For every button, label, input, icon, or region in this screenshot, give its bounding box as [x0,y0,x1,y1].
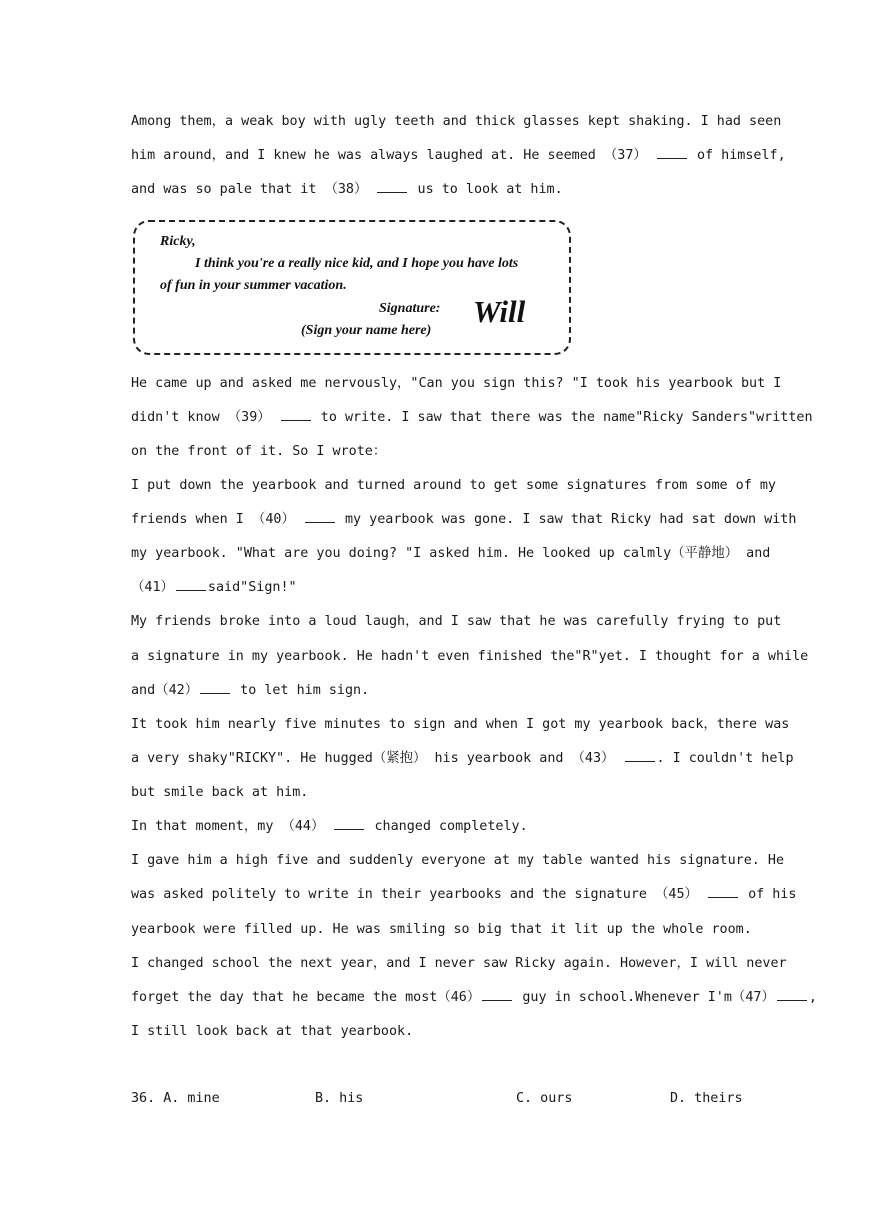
answer-blank-41 [176,589,206,591]
text-line: I changed school the next year，and I never saw Ricky again. However，I will never [131,956,787,971]
text-segment: and（42） [131,683,199,698]
text-line [131,511,797,529]
answer-blank-38 [377,191,407,193]
text-line: on the front of it. So I wrote： [131,444,387,459]
text-segment: a very shaky"RICKY". He hugged（紧抱） his yearbook and （43） [131,751,615,766]
text-line [131,181,737,199]
text-line: my yearbook. "What are you doing? "I asked him. He looked up calmly（平静地） and [131,546,771,561]
answer-blank-40 [305,521,335,523]
text-segment: forget the day that he became the most（46） [131,990,481,1005]
option-a: A. mine [163,1091,220,1106]
card-message-line: I think you're a really nice kid, and I hope you have lots [195,256,519,271]
text-segment: of himself, [696,148,786,163]
card-instruction: (Sign your name here) [301,323,432,338]
text-line: My friends broke into a loud laugh，and I saw that he was carefully frying to put [131,614,782,629]
text-segment: and was so pale that it （38） [131,182,368,197]
question-number: 36. [131,1091,156,1106]
text-line: Among them，a weak boy with ugly teeth and thick glasses kept shaking. I had seen [131,114,782,129]
text-line: a signature in my yearbook. He hadn't even finished the"R"yet. I thought for a while [131,649,809,664]
text-segment: , [808,990,817,1005]
text-segment: friends when I （40） [131,512,295,527]
text-line [131,989,817,1007]
card-message-line: of fun in your summer vacation. [160,278,347,293]
answer-blank-39 [281,419,311,421]
answer-blank-47 [777,999,807,1001]
option-c: C. ours [516,1091,573,1106]
option-d: D. theirs [670,1091,743,1106]
answer-blank-46 [482,999,512,1001]
answer-blank-37 [657,157,687,159]
text-line: I put down the yearbook and turned around to get some signatures from some of my [131,478,776,493]
answer-blank-45 [708,896,738,898]
text-segment: guy in school.Whenever I'm（47） [522,990,775,1005]
text-segment: us to look at him. [417,182,563,197]
text-segment: to let him sign. [240,683,370,698]
text-line: I still look back at that yearbook. [131,1024,414,1039]
text-line [131,750,794,768]
answer-blank-42 [200,692,230,694]
text-segment: to write. I saw that there was the name"Ricky Sanders"written [320,410,813,425]
card-signature-label: Signature: [379,301,441,316]
text-line: It took him nearly five minutes to sign and when I got my yearbook back，there was [131,717,790,732]
text-segment: In that moment，my （44） [131,819,325,834]
yearbook-signature-card [133,220,571,355]
text-line [131,579,737,597]
card-greeting: Ricky, [160,234,196,249]
text-line [131,818,737,836]
answer-blank-44 [334,828,364,830]
text-line [131,147,786,165]
text-segment: was asked politely to write in their yearbooks and the signature （45） [131,887,698,902]
text-line: yearbook were filled up. He was smiling so big that it lit up the whole room. [131,922,752,937]
text-segment: of his [748,887,797,902]
text-line: He came up and asked me nervously，"Can you sign this? "I took his yearbook but I [131,376,782,391]
handwritten-signature [471,292,537,330]
answer-blank-43 [625,760,655,762]
text-segment: said"Sign!" [207,580,297,595]
text-line [131,682,737,700]
text-line: I gave him a high five and suddenly everyone at my table wanted his signature. He [131,853,785,868]
text-segment: him around，and I knew he was always laughed at. He seemed （37） [131,148,647,163]
signature-handwriting: Will [473,294,526,329]
text-line [131,886,797,904]
text-segment: didn't know （39） [131,410,271,425]
question-36-number-and-option-a [131,1091,220,1106]
text-segment: . I couldn't help [656,751,794,766]
text-segment: （41） [131,580,174,595]
text-segment: changed completely. [374,819,528,834]
text-line: but smile back at him. [131,785,309,800]
text-segment: my yearbook was gone. I saw that Ricky had sat down with [344,512,797,527]
option-b: B. his [315,1091,364,1106]
text-line [131,409,813,427]
